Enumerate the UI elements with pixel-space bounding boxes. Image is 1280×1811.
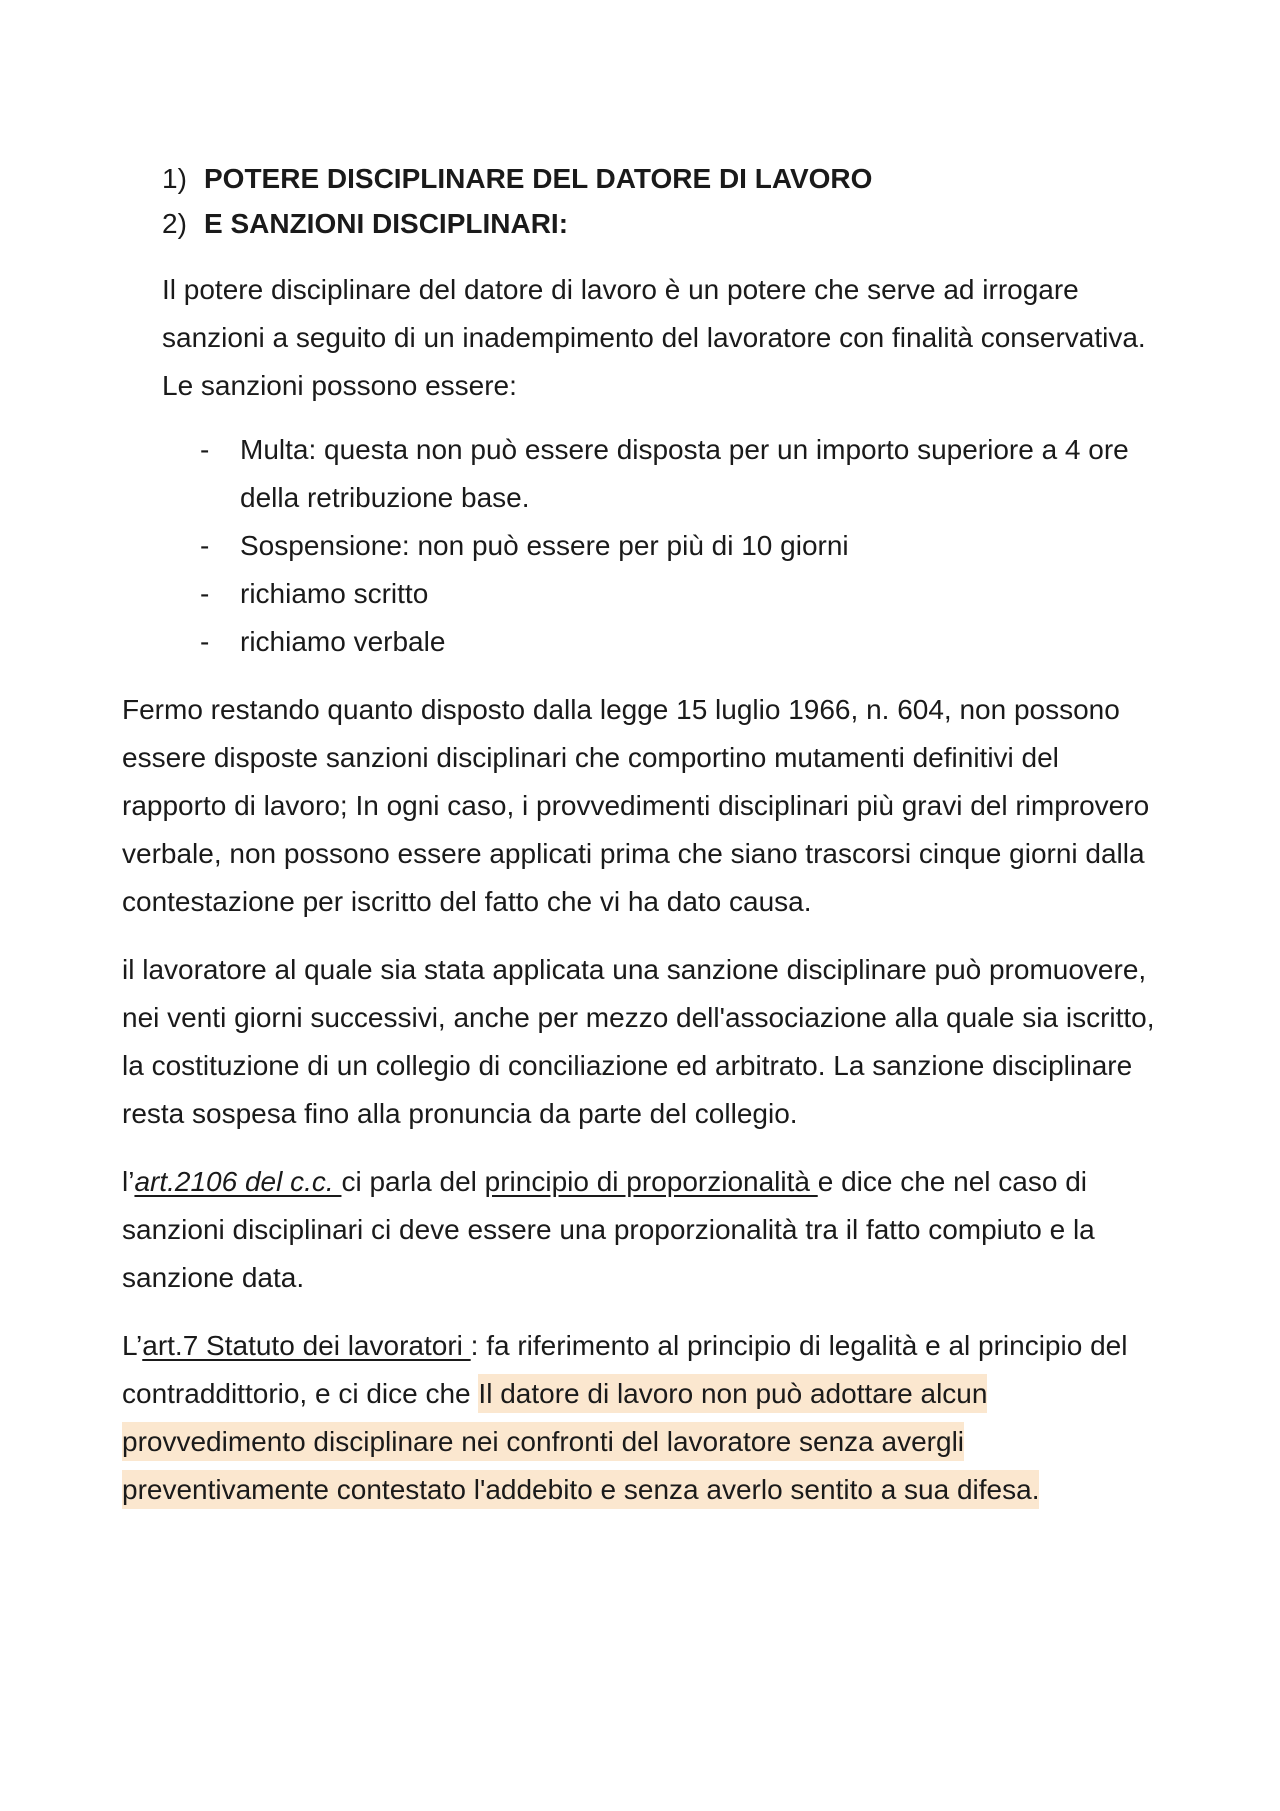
heading-text: POTERE DISCIPLINARE DEL DATORE DI LAVORO [204,163,873,194]
list-item [122,426,1160,522]
list-item [122,618,1160,666]
heading-item-1 [122,156,1160,201]
list-item-text: Multa: questa non può essere disposta per un importo superiore a 4 ore della retribuzione base. [240,434,1129,513]
bullet-dash: - [200,578,210,609]
heading-number: 1) [162,163,187,194]
list-item [122,522,1160,570]
bullet-dash: - [200,626,210,657]
list-item-text: richiamo verbale [240,626,446,657]
highlighted-text: Il datore di lavoro non può adottare alcun provvedimento disciplinare nei confronti del lavoratore senza avergli preventivamente contestato l'addebito e senza averlo sentito a sua difesa. [122,1374,1039,1509]
paragraph-art-2106 [122,1158,1160,1302]
article-reference: art.7 Statuto dei lavoratori [142,1330,471,1361]
principle-term: principio di proporzionalità [484,1166,818,1197]
text-prefix: L’ [122,1330,143,1361]
heading-text: E SANZIONI DISCIPLINARI: [204,208,569,239]
text-prefix: l’ [122,1166,135,1197]
list-item-text: Sospensione: non può essere per più di 10 giorni [240,530,849,561]
article-reference: art.2106 del c.c. [134,1166,342,1197]
bullet-dash: - [200,530,210,561]
text-middle: ci parla del [341,1166,485,1197]
heading-list [122,156,1160,246]
heading-number: 2) [162,208,187,239]
paragraph-art-7 [122,1322,1160,1514]
intro-paragraph: Il potere disciplinare del datore di lavoro è un potere che serve ad irrogare sanzioni a seguito di un inadempimento del lavoratore con finalità conservativa. Le sanzioni possono essere: [162,274,1146,401]
list-item [122,570,1160,618]
heading-item-2 [122,201,1160,246]
paragraph-collegio: il lavoratore al quale sia stata applicata una sanzione disciplinare può promuovere, nei venti giorni successivi, anche per mezzo dell'associazione alla quale sia iscritto, la costituzione di un collegio di conciliazione ed arbitrato. La sanzione disciplinare resta sospesa fino alla pronuncia da parte del collegio. [122,954,1155,1129]
bullet-dash: - [200,434,210,465]
paragraph-law-604: Fermo restando quanto disposto dalla legge 15 luglio 1966, n. 604, non possono essere disposte sanzioni disciplinari che comportino mutamenti definitivi del rapporto di lavoro; In ogni caso, i provvedimenti disciplinari più gravi del rimprovero verbale, non possono essere applicati prima che siano trascorsi cinque giorni dalla contestazione per iscritto del fatto che vi ha dato causa. [122,694,1150,917]
text-middle: : fa riferimento al principio di legalità e al principio del contraddittorio, e ci dice che [122,1330,1128,1409]
list-item-text: richiamo scritto [240,578,429,609]
sanctions-list [122,426,1160,666]
text-suffix: e dice che nel caso di sanzioni disciplinari ci deve essere una proporzionalità tra il fatto compiuto e la sanzione data. [122,1166,1095,1293]
